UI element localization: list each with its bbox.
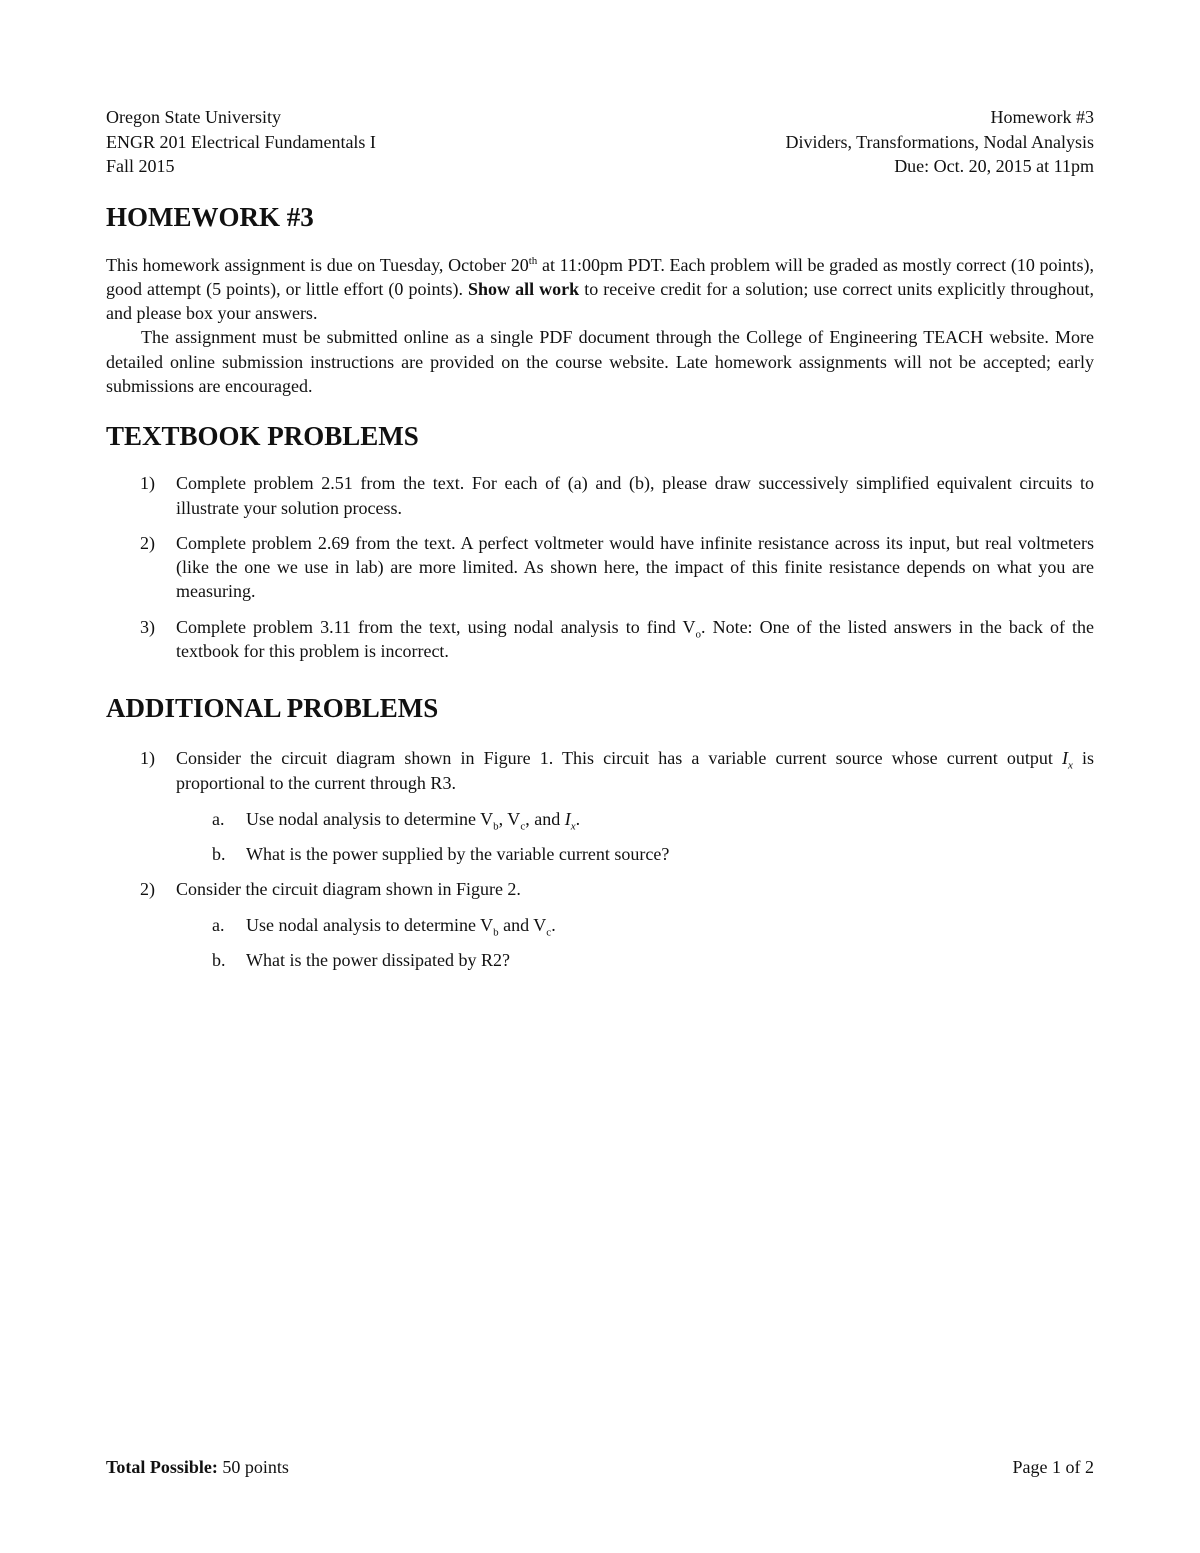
- document-header: [106, 105, 1094, 179]
- additional-problem-1: [106, 746, 1094, 866]
- subpart-b: [176, 948, 1094, 972]
- homework-topics: Dividers, Transformations, Nodal Analysis: [785, 131, 1094, 152]
- document-footer: [106, 1455, 1094, 1479]
- problem-text: Complete problem 2.51 from the text. For each of (a) and (b), please draw successively simplified equivalent circuits to illustrate your solution process.: [176, 473, 1094, 518]
- intro-paragraph-1: [106, 253, 1094, 326]
- subpart-text: and V: [498, 914, 547, 935]
- subscript: o: [695, 628, 702, 641]
- subscript: c: [520, 820, 526, 833]
- university-name: Oregon State University: [106, 107, 281, 127]
- subpart-letter: b.: [212, 844, 226, 865]
- course-name: ENGR 201 Electrical Fundamentals I: [106, 131, 376, 152]
- ix-subscript: x: [1067, 759, 1073, 772]
- subpart-text: , and: [525, 808, 565, 829]
- subpart-letter: b.: [212, 950, 226, 971]
- subscript: b: [493, 820, 499, 833]
- textbook-problem-list: [106, 471, 1094, 663]
- problem-number: 3): [140, 616, 155, 637]
- intro-text-c: to receive credit for a solution; use correct units explicitly throughout, and please box your answers.: [106, 278, 1095, 324]
- ix-symbol: I: [564, 808, 571, 829]
- additional-problems-heading: ADDITIONAL PROBLEMS: [106, 693, 439, 724]
- subpart-text: , V: [498, 808, 521, 829]
- intro-bold-text: Show all work: [468, 278, 580, 299]
- problem-text-a: Complete problem 3.11 from the text, using nodal analysis to find V: [176, 616, 696, 637]
- subpart-text: .: [575, 808, 581, 829]
- subpart-text: Use nodal analysis to determine V: [246, 914, 494, 935]
- subpart-a: [176, 807, 1094, 831]
- subpart-list: [176, 913, 1094, 973]
- page-number: Page 1 of 2: [1012, 1457, 1094, 1477]
- subscript: c: [546, 926, 552, 939]
- problem-text: Complete problem 2.69 from the text. A perfect voltmeter would have infinite resistance across its input, but real voltmeters (like the one we use in lab) are more limited. As shown here, the impact of this finite resistance depends on what you are measuring.: [176, 532, 1094, 602]
- subpart-letter: a.: [212, 914, 225, 935]
- problem-text-b: . Note: One of the listed answers in the back of the textbook for this problem is incorrect.: [176, 616, 1094, 662]
- intro-text-a: This homework assignment is due on Tuesday, October 20: [106, 254, 529, 275]
- total-possible: [106, 1455, 289, 1479]
- problem-text-a: Consider the circuit diagram shown in Figure 1. This circuit has a variable current source whose current output: [176, 748, 1062, 769]
- problem-number: 2): [140, 878, 155, 899]
- subpart-text: What is the power dissipated by R2?: [246, 950, 510, 971]
- subpart-text: What is the power supplied by the variable current source?: [246, 844, 670, 865]
- additional-problem-2: [106, 877, 1094, 973]
- textbook-problems-heading: TEXTBOOK PROBLEMS: [106, 421, 419, 452]
- textbook-problem-1: [106, 471, 1094, 520]
- subpart-b: [176, 842, 1094, 866]
- intro-text-b: at 11:00pm PDT. Each problem will be graded as mostly correct (10 points), good attempt (5 points), or little effort (0 points).: [106, 254, 1094, 299]
- textbook-problem-3: [106, 615, 1094, 664]
- subpart-list: [176, 807, 1094, 867]
- total-value: 50 points: [217, 1457, 289, 1477]
- problem-number: 1): [140, 473, 155, 494]
- problem-text-b: is proportional to the current through R3.: [176, 748, 1094, 793]
- subpart-a: [176, 913, 1094, 937]
- total-label: Total Possible:: [106, 1457, 218, 1477]
- intro-paragraph-2: The assignment must be submitted online as a single PDF document through the College of Engineering TEACH website. More detailed online submission instructions are provided on the course website. Late homework assignments will not be accepted; early submissions are encouraged.: [106, 327, 1094, 396]
- subpart-letter: a.: [212, 808, 225, 829]
- subscript: b: [493, 926, 499, 939]
- ix-symbol: I: [1061, 748, 1068, 769]
- term: Fall 2015: [106, 156, 175, 176]
- additional-problem-list: [106, 746, 1094, 972]
- homework-page: [106, 105, 1094, 972]
- due-date: Due: Oct. 20, 2015 at 11pm: [894, 156, 1094, 176]
- subpart-text: .: [551, 914, 556, 935]
- subpart-text: Use nodal analysis to determine V: [246, 808, 494, 829]
- intro-superscript: th: [528, 254, 538, 267]
- textbook-problem-2: [106, 531, 1094, 604]
- header-right: [786, 105, 1095, 179]
- problem-number: 1): [140, 748, 155, 769]
- problem-text: Consider the circuit diagram shown in Figure 2.: [176, 878, 521, 899]
- ix-subscript: x: [570, 820, 576, 833]
- problem-number: 2): [140, 532, 155, 553]
- homework-number: Homework #3: [990, 107, 1094, 127]
- homework-heading: HOMEWORK #3: [106, 201, 314, 232]
- header-left: [106, 105, 376, 179]
